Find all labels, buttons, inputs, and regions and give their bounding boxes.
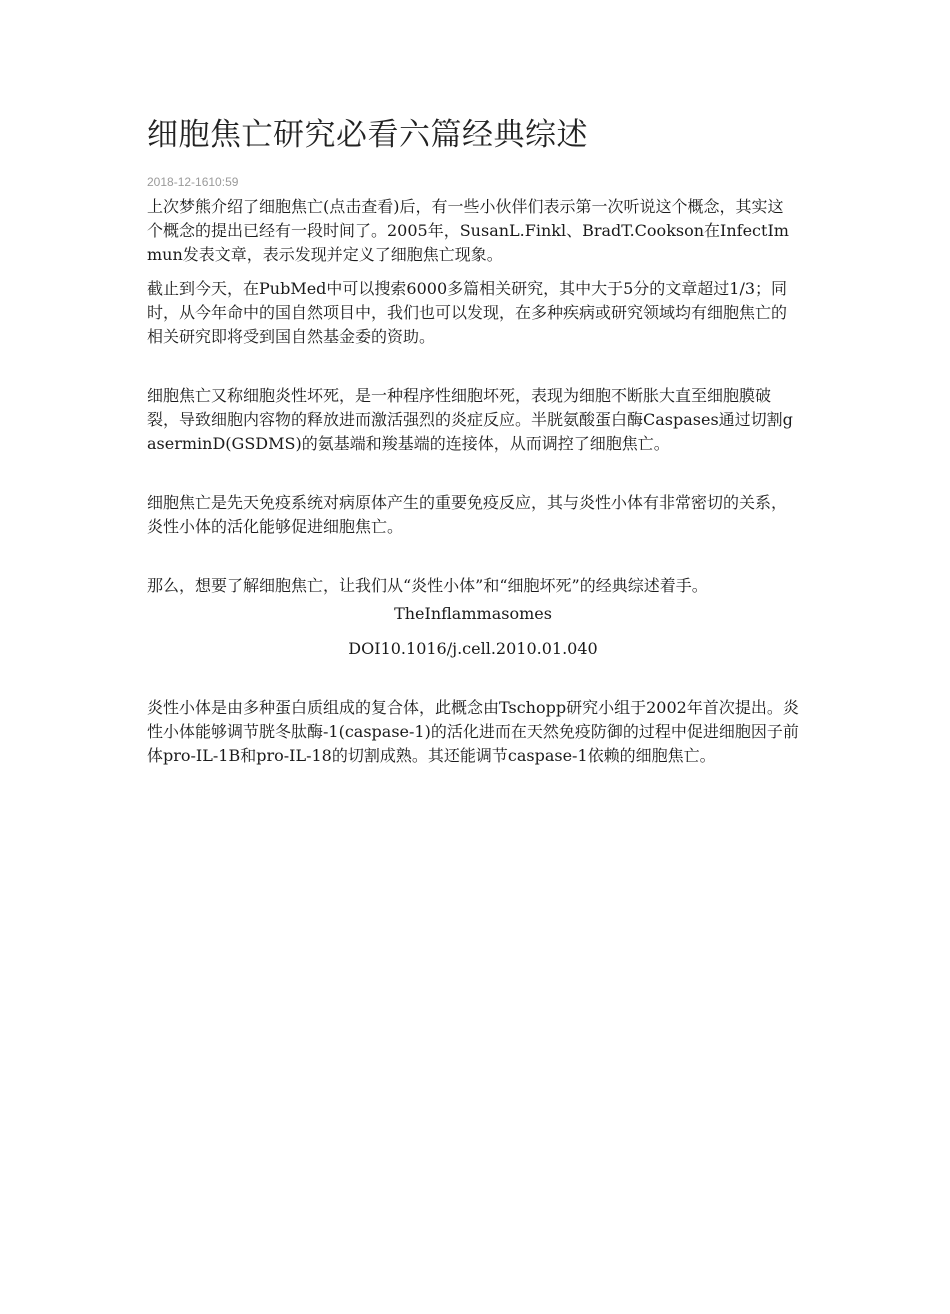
article-title: 细胞焦亡研究必看六篇经典综述 bbox=[147, 117, 588, 153]
paragraph-transition: 那么，想要了解细胞焦亡，让我们从“炎性小体”和“细胞坏死”的经典综述着手。 bbox=[147, 576, 708, 595]
paragraph-definition: 细胞焦亡又称细胞炎性坏死，是一种程序性细胞坏死，表现为细胞不断胀大直至细胞膜破裂，导致细胞内容物的释放进而激活强烈的炎症反应。半胱氨酸蛋白酶Caspases通过切割gaserminD(GSDMS)的氨基端和羧基端的连接体，从而调控了细胞焦亡。 bbox=[147, 386, 793, 453]
reference-doi: DOI10.1016/j.cell.2010.01.040 bbox=[348, 639, 598, 658]
paragraph-immune: 细胞焦亡是先天免疫系统对病原体产生的重要免疫反应，其与炎性小体有非常密切的关系，炎性小体的活化能够促进细胞焦亡。 bbox=[147, 493, 788, 536]
paragraph-pubmed: 截止到今天，在PubMed中可以搜索6000多篇相关研究，其中大于5分的文章超过1/3；同时，从今年命中的国自然项目中，我们也可以发现，在多种疾病或研究领域均有细胞焦亡的相关研究即将受到国自然基金委的资助。 bbox=[147, 279, 788, 346]
publish-date: 2018-12-1610:59 bbox=[147, 175, 239, 189]
article bbox=[147, 112, 799, 768]
paragraph-inflammasome: 炎性小体是由多种蛋白质组成的复合体，此概念由Tschopp研究小组于2002年首次提出。炎性小体能够调节胱冬肽酶-1(caspase-1)的活化进而在天然免疫防御的过程中促进细胞因子前体pro-IL-1B和pro-IL-18的切割成熟。其还能调节caspase-1依赖的细胞焦亡。 bbox=[147, 698, 799, 765]
paragraph-intro: 上次梦熊介绍了细胞焦亡(点击查看)后，有一些小伙伴们表示第一次听说这个概念，其实这个概念的提出已经有一段时间了。2005年，SusanL.Finkl、BradT.Cookson在InfectImmun发表文章，表示发现并定义了细胞焦亡现象。 bbox=[147, 197, 789, 264]
reference-title: TheInflammasomes bbox=[394, 604, 552, 623]
